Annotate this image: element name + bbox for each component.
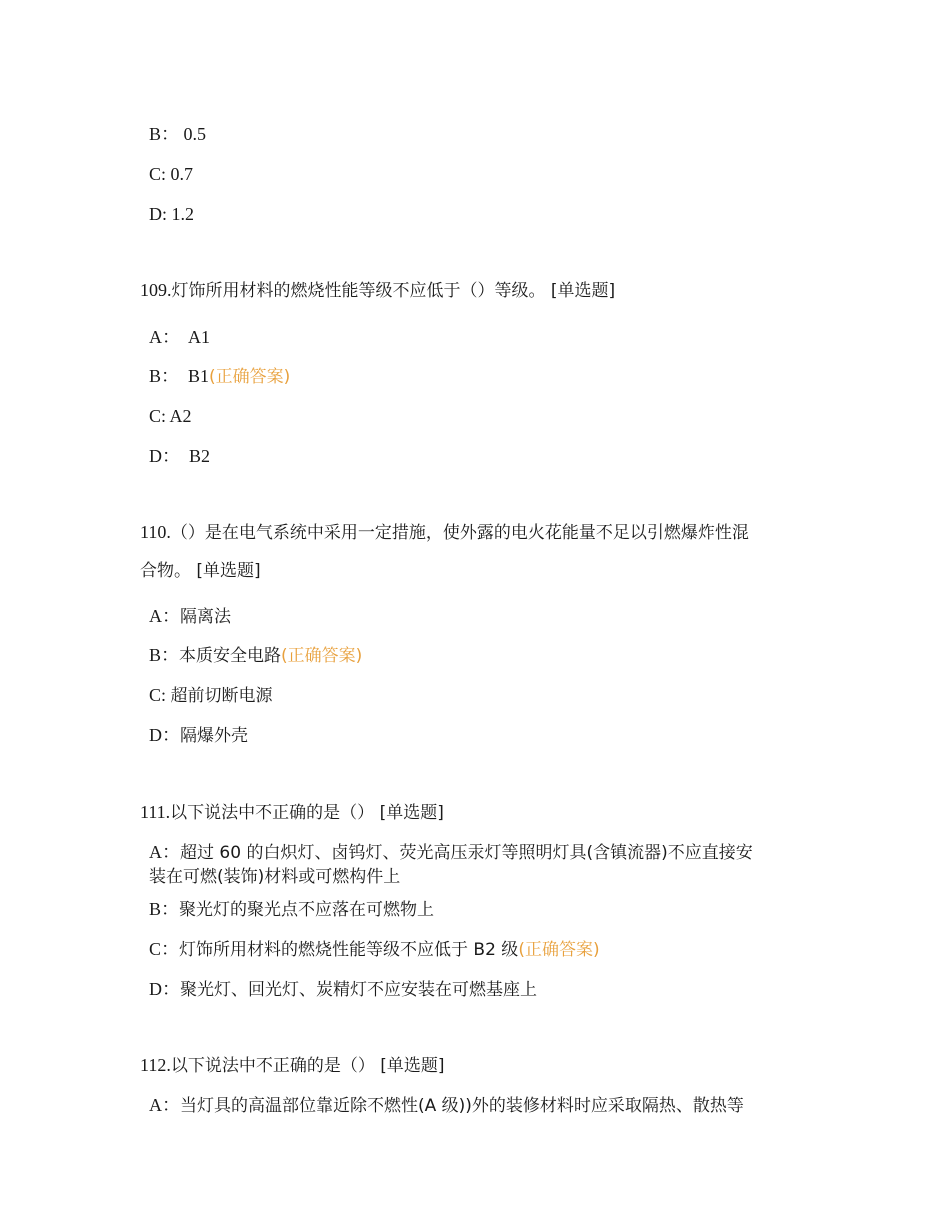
q109-option-c — [149, 404, 192, 428]
option-label: D： — [149, 725, 180, 745]
q110-stem-line2 — [140, 558, 261, 583]
q110-option-d — [149, 723, 248, 748]
correct-answer-marker: (正确答案) — [518, 940, 600, 960]
question-type: [单选题] — [545, 281, 616, 301]
question-type: [单选题] — [374, 803, 444, 823]
q111-option-d — [149, 977, 537, 1002]
option-label: A： — [149, 606, 180, 626]
option-text: 1.2 — [171, 204, 194, 224]
q111-stem — [140, 800, 444, 825]
option-text: 0.5 — [179, 124, 207, 144]
option-text: 超前切断电源 — [170, 686, 273, 706]
q110-stem-line1 — [140, 520, 749, 545]
question-text: （）是在电气系统中采用一定措施，使外露的电火花能量不足以引燃爆炸性混 — [170, 523, 749, 543]
option-text: A1 — [180, 327, 211, 347]
q110-option-b — [149, 643, 362, 668]
q109-stem — [140, 278, 615, 303]
question-number: 112. — [140, 1055, 171, 1075]
option-label: C: — [149, 164, 171, 184]
question-number: 109. — [140, 280, 172, 300]
q112-option-a — [149, 1093, 744, 1118]
option-label: B： — [149, 899, 180, 919]
option-text: 隔爆外壳 — [180, 726, 248, 746]
option-label: A： — [149, 1095, 180, 1115]
question-number: 110. — [140, 522, 171, 542]
option-label: C： — [149, 939, 180, 959]
q111-option-b — [149, 897, 434, 922]
question-number: 111. — [140, 802, 171, 822]
correct-answer-marker: (正确答案) — [281, 646, 363, 666]
q111-option-a-line1 — [149, 840, 753, 865]
question-text: 合物。 — [140, 561, 191, 581]
option-label: C: — [149, 406, 170, 426]
q108-option-c — [149, 162, 193, 186]
option-text: 隔离法 — [180, 607, 231, 627]
correct-answer-marker: (正确答案) — [209, 367, 291, 387]
question-type: [单选题] — [191, 561, 261, 581]
question-type: [单选题] — [374, 1056, 445, 1076]
q108-option-d — [149, 202, 194, 226]
option-text: B1 — [179, 366, 210, 386]
option-label: D: — [149, 204, 172, 224]
q112-stem — [140, 1053, 445, 1078]
q111-option-a-line2 — [149, 864, 400, 889]
option-label: A： — [149, 327, 180, 347]
q109-option-d — [149, 444, 210, 468]
question-text: 灯饰所用材料的燃烧性能等级不应低于（）等级。 — [171, 281, 546, 301]
option-text: 当灯具的高温部位靠近除不燃性(A 级))外的装修材料时应采取隔热、散热等 — [180, 1096, 744, 1116]
option-text: 聚光灯、回光灯、炭精灯不应安装在可燃基座上 — [180, 980, 537, 1000]
question-text: 以下说法中不正确的是（） — [170, 1056, 375, 1076]
option-text: 0.7 — [170, 164, 194, 184]
question-text: 以下说法中不正确的是（） — [170, 803, 375, 823]
option-text: 聚光灯的聚光点不应落在可燃物上 — [179, 900, 435, 920]
option-text: B2 — [180, 446, 211, 466]
q108-option-b — [149, 122, 206, 146]
option-text: 本质安全电路 — [179, 646, 282, 666]
option-text: 装在可燃(装饰)材料或可燃构件上 — [149, 867, 401, 887]
option-label: D： — [149, 979, 180, 999]
option-label: A： — [149, 842, 180, 862]
q109-option-a — [149, 325, 210, 349]
option-label: B： — [149, 645, 180, 665]
option-label: B： — [149, 366, 180, 386]
option-label: D： — [149, 446, 180, 466]
option-text: A2 — [169, 406, 192, 426]
option-text: 超过 60 的白炽灯、卤钨灯、荧光高压汞灯等照明灯具(含镇流器)不应直接安 — [180, 843, 753, 863]
option-text: 灯饰所用材料的燃烧性能等级不应低于 B2 级 — [179, 940, 519, 960]
option-label: C: — [149, 685, 171, 705]
q109-option-b — [149, 364, 290, 389]
q110-option-c — [149, 683, 273, 708]
q111-option-c — [149, 937, 600, 962]
option-label: B： — [149, 124, 180, 144]
q110-option-a — [149, 604, 231, 629]
